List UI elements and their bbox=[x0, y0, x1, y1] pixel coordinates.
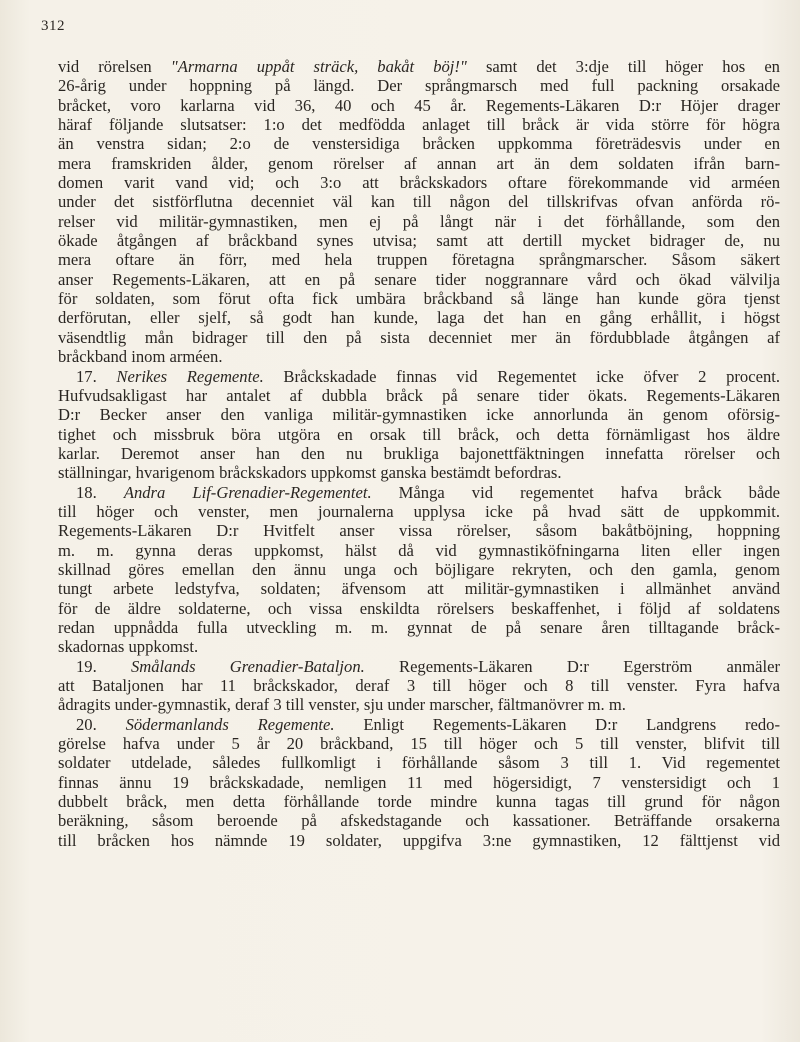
text-run: anser Regements-Läkaren, att en på senare tider noggrannare vård och ökad välvilja bbox=[58, 269, 780, 289]
text-run: under det sistförflutna decenniet väl kan till någon del tillskrifvas ofvan anförda rö- bbox=[58, 192, 780, 212]
text-line bbox=[58, 173, 780, 192]
text-line bbox=[58, 657, 780, 676]
text-line bbox=[58, 134, 780, 153]
text-run: häraf följande slutsatser: 1:o det medfödda anlaget till bråck är vida större för högra bbox=[58, 115, 780, 135]
body-text bbox=[58, 57, 780, 850]
text-line bbox=[58, 753, 780, 772]
text-line bbox=[58, 289, 780, 308]
text-run: Många vid regementet hafva bråck både bbox=[371, 482, 781, 502]
text-run: för soldaten, som förut ofta fick umbära bråckband så länge han kunde göra tjenst bbox=[58, 289, 780, 309]
text-run: för de äldre soldaterne, och vissa enskildta rörelsers beskaffenhet, i följd af soldatens bbox=[58, 598, 780, 618]
section-heading-italic: Nerikes Regemente. bbox=[116, 366, 264, 386]
section-heading-italic: Smålands Grenadier-Bataljon. bbox=[130, 656, 365, 676]
text-run: Hufvudsakligast har antalet af dubbla bråck på senare tider ökats. Regements-Läkaren bbox=[58, 385, 780, 405]
text-line bbox=[58, 676, 780, 695]
text-run: vid rörelsen bbox=[58, 57, 171, 76]
section-heading-italic: Södermanlands Regemente. bbox=[125, 714, 335, 734]
text-line bbox=[58, 637, 780, 656]
text-run: bråckband inom arméen. bbox=[58, 347, 223, 367]
text-line bbox=[58, 715, 780, 734]
text-line bbox=[58, 444, 780, 463]
text-line bbox=[58, 831, 780, 850]
text-line bbox=[58, 192, 780, 211]
section-heading-italic: "Armarna uppåt sträck, bakåt böj!" bbox=[170, 57, 467, 76]
text-run: bråcket, voro karlarna vid 36, 40 och 45 år. Regements-Läkaren D:r Höjer drager bbox=[58, 95, 780, 115]
text-run: dubbelt bråck, men detta förhållande torde mindre kunna tagas till grund för någon bbox=[58, 792, 780, 812]
text-run: soldater utdelade, således fullkomligt i förhållande såsom 3 till 1. Vid regementet bbox=[58, 753, 780, 773]
text-run: finnas ännu 19 bråckskadade, nemligen 11 med högersidigt, 7 venstersidigt och 1 bbox=[58, 772, 780, 792]
text-run: tighet och missbruk böra utgöra en orsak till bråck, och detta förnämligast hos äldre bbox=[58, 424, 780, 444]
text-run: Regements-Läkaren D:r Hvitfelt anser vissa rörelser, såsom bakåtböjning, hoppning bbox=[58, 521, 780, 541]
text-line bbox=[58, 541, 780, 560]
text-run: än venstra sidan; 2:o de venstersidiga bråcken uppkomma företrädesvis under en bbox=[58, 134, 780, 154]
text-line bbox=[58, 560, 780, 579]
text-line bbox=[58, 599, 780, 618]
text-run: D:r Becker anser den vanliga militär-gymnastiken icke annorlunda än genom oförsig- bbox=[58, 405, 780, 425]
text-line bbox=[58, 463, 780, 482]
text-run: Regements-Läkaren D:r Egerström anmäler bbox=[364, 656, 780, 676]
text-run: mera oftare än förr, med hela truppen företagna språngmarscher. Såsom säkert bbox=[58, 250, 780, 270]
text-line bbox=[58, 76, 780, 95]
text-run: Bråckskadade finnas vid Regementet icke öfver 2 procent. bbox=[263, 366, 781, 386]
text-run: m. m. gynna deras uppkomst, hälst då vid gymnastiköfningarna liten eller ingen bbox=[58, 540, 780, 560]
text-run: 17. bbox=[76, 366, 117, 386]
text-line bbox=[58, 250, 780, 269]
text-line bbox=[58, 386, 780, 405]
text-run: 18. bbox=[76, 482, 124, 502]
text-run: samt det 3:dje till höger hos en bbox=[466, 57, 780, 76]
text-run: domen varit vand vid; och 3:o att bråckskadors oftare förekommande vid arméen bbox=[58, 173, 780, 193]
text-line bbox=[58, 115, 780, 134]
text-line bbox=[58, 367, 780, 386]
text-run: derförutan, eller sjelf, så godt han kunde, laga det han en gång erhållit, i högst bbox=[58, 308, 780, 328]
text-line bbox=[58, 792, 780, 811]
text-line bbox=[58, 773, 780, 792]
text-run: ådragits under-gymnastik, deraf 3 till venster, sju under marscher, fältmanövrer m. m. bbox=[58, 695, 626, 715]
text-line bbox=[58, 308, 780, 327]
text-run: beräkning, såsom beroende på afskedstagande och kassationer. Beträffande orsakerna bbox=[58, 811, 780, 831]
text-line bbox=[58, 695, 780, 714]
text-line bbox=[58, 502, 780, 521]
text-line bbox=[58, 811, 780, 830]
text-run: ökade åtgången af bråckband synes utvisa; samt att dertill mycket bidrager de, nu bbox=[58, 231, 780, 251]
text-run: karlar. Deremot anser han den nu brukliga bajonettfäktningen innefatta rörelser och bbox=[58, 443, 780, 463]
text-line bbox=[58, 57, 780, 76]
text-line bbox=[58, 231, 780, 250]
text-line bbox=[58, 425, 780, 444]
text-run: redan uppnådda fulla utveckling m. m. gynnat de på senare åren tilltagande bråck- bbox=[58, 617, 780, 637]
text-run: mera framskriden ålder, genom rörelser af annan art än dem soldaten ifrån barn- bbox=[58, 153, 780, 173]
text-line bbox=[58, 347, 780, 366]
text-run: relser vid militär-gymnastiken, men ej på långt när i det förhållande, som den bbox=[58, 211, 780, 231]
text-run: 26-årig under hoppning på längd. Der språngmarsch med full packning orsakade bbox=[58, 76, 780, 96]
text-run: Enligt Regements-Läkaren D:r Landgrens redo- bbox=[334, 714, 780, 734]
text-run: 20. bbox=[76, 714, 126, 734]
text-line bbox=[58, 405, 780, 424]
text-line bbox=[58, 154, 780, 173]
text-line bbox=[58, 270, 780, 289]
text-run: 19. bbox=[76, 656, 131, 676]
text-run: ställningar, hvarigenom bråckskadors uppkomst ganska bestämdt befordras. bbox=[58, 463, 562, 483]
text-run: görelse hafva under 5 år 20 bråckband, 15 till höger och 5 till venster, blifvit till bbox=[58, 734, 780, 754]
text-line bbox=[58, 618, 780, 637]
text-run: tungt arbete ledstyfva, soldaten; äfvensom att militär-gymnastiken i allmänhet använd bbox=[58, 579, 780, 599]
text-run: skadornas uppkomst. bbox=[58, 637, 199, 657]
text-line bbox=[58, 328, 780, 347]
text-run: skillnad göres emellan den ännu unga och böjligare rekryten, och den gamla, genom bbox=[58, 559, 780, 579]
text-line bbox=[58, 579, 780, 598]
text-run: till höger och venster, men journalerna upplysa icke på hvad sätt de uppkommit. bbox=[58, 501, 780, 521]
text-line bbox=[58, 521, 780, 540]
section-heading-italic: Andra Lif-Grenadier-Regementet. bbox=[123, 482, 372, 502]
text-line bbox=[58, 483, 780, 502]
page-number: 312 bbox=[41, 18, 65, 34]
text-line bbox=[58, 212, 780, 231]
text-run: att Bataljonen har 11 bråckskador, deraf 3 till höger och 8 till venster. Fyra hafva bbox=[58, 676, 780, 695]
text-run: väsendtlig mån bidrager till den på sista decenniet mer än fördubblade åtgången af bbox=[58, 327, 780, 347]
text-run: till bråcken hos nämnde 19 soldater, uppgifva 3:ne gymnastiken, 12 fälttjenst vid bbox=[58, 830, 780, 850]
text-line bbox=[58, 96, 780, 115]
text-line bbox=[58, 734, 780, 753]
